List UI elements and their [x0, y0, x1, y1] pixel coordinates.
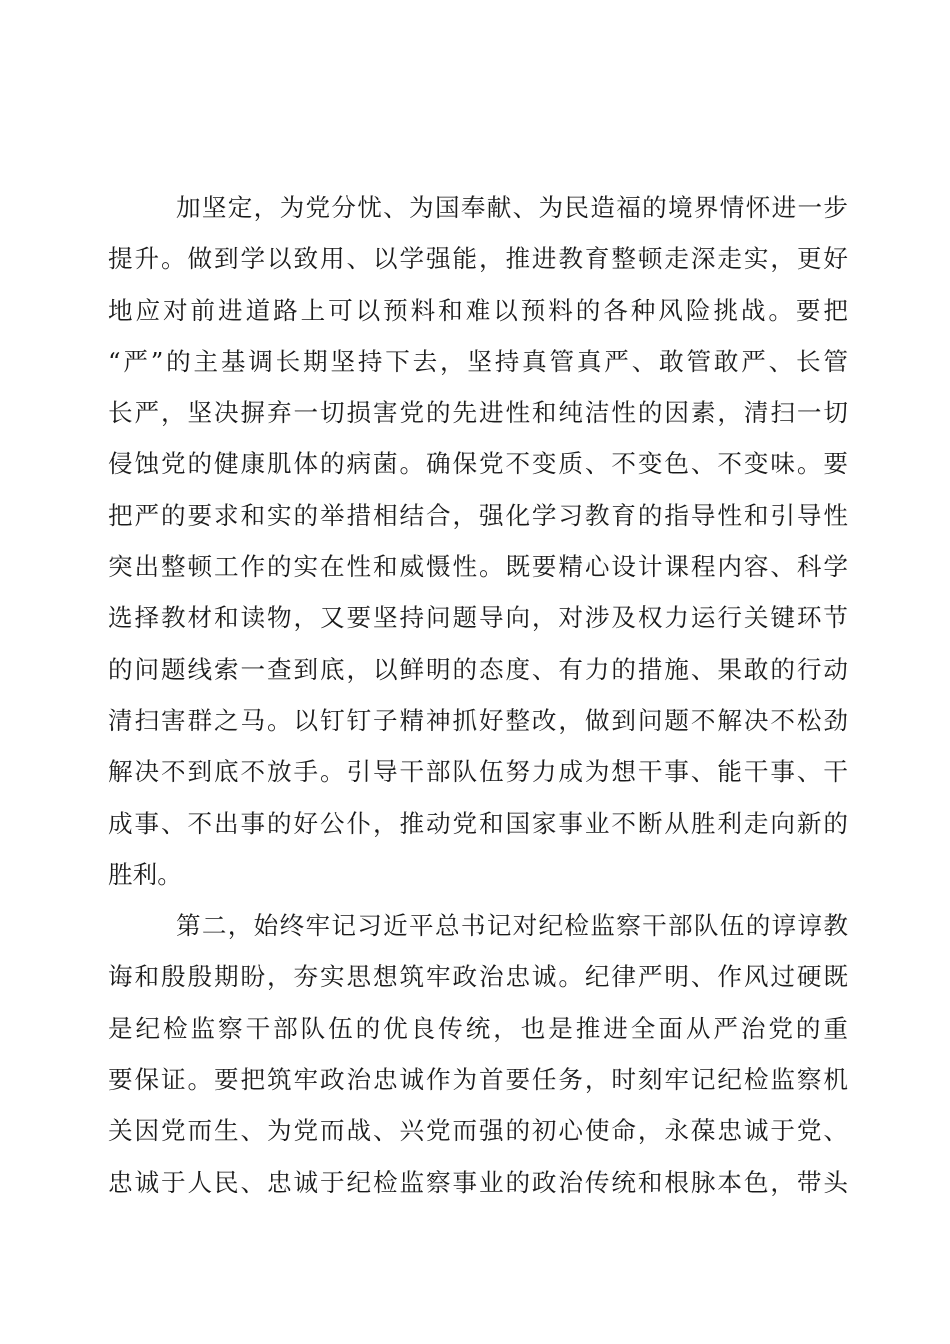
text-line: 第二，始终牢记习近平总书记对纪检监察干部队伍的谆谆教 — [176, 911, 848, 941]
text-line: 长严，坚决摒弃一切损害党的先进性和纯洁性的因素，清扫一切 — [108, 398, 848, 428]
text-line: 要保证。要把筑牢政治忠诚作为首要任务，时刻牢记纪检监察机 — [108, 1065, 848, 1095]
text-line: “严”的主基调长期坚持下去，坚持真管真严、敢管敢严、长管 — [108, 346, 848, 376]
text-line: 的问题线索一查到底，以鲜明的态度、有力的措施、果敢的行动 — [108, 654, 848, 684]
body-text — [108, 182, 848, 1208]
text-line: 侵蚀党的健康肌体的病菌。确保党不变质、不变色、不变味。要 — [108, 449, 848, 479]
text-line: 成事、不出事的好公仆，推动党和国家事业不断从胜利走向新的 — [108, 808, 848, 838]
text-line: 忠诚于人民、忠诚于纪检监察事业的政治传统和根脉本色，带头 — [108, 1167, 848, 1197]
text-line: 是纪检监察干部队伍的优良传统，也是推进全面从严治党的重 — [108, 1013, 848, 1043]
text-line: 选择教材和读物，又要坚持问题导向，对涉及权力运行关键环节 — [108, 603, 848, 633]
text-line: 诲和殷殷期盼，夯实思想筑牢政治忠诚。纪律严明、作风过硬既 — [108, 962, 848, 992]
text-line: 把严的要求和实的举措相结合，强化学习教育的指导性和引导性 — [108, 500, 848, 530]
text-line: 胜利。 — [108, 859, 182, 889]
text-line: 加坚定，为党分忧、为国奉献、为民造福的境界情怀进一步 — [176, 193, 848, 222]
text-line: 关因党而生、为党而战、兴党而强的初心使命，永葆忠诚于党、 — [108, 1116, 848, 1146]
text-line: 地应对前进道路上可以预料和难以预料的各种风险挑战。要把 — [108, 295, 848, 325]
text-line: 清扫害群之马。以钉钉子精神抓好整改，做到问题不解决不松劲 — [108, 705, 848, 735]
text-line: 突出整顿工作的实在性和威慑性。既要精心设计课程内容、科学 — [108, 552, 848, 582]
text-line: 提升。做到学以致用、以学强能，推进教育整顿走深走实，更好 — [108, 244, 848, 274]
text-line: 解决不到底不放手。引导干部队伍努力成为想干事、能干事、干 — [108, 757, 848, 787]
